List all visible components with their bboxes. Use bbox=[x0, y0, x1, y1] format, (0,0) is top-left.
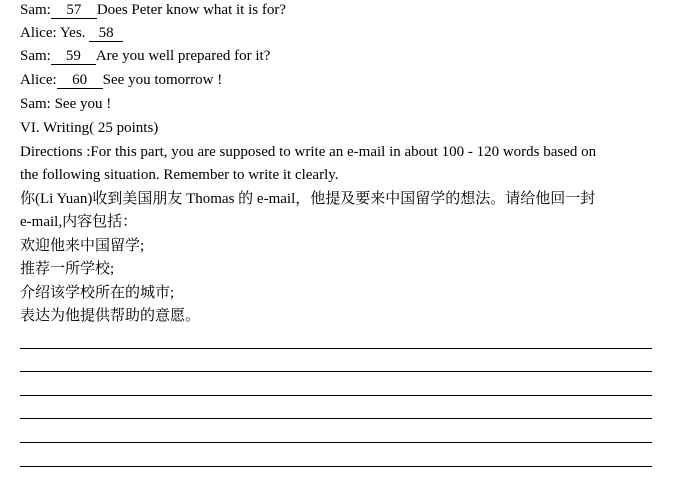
answer-writing-line-4[interactable] bbox=[20, 418, 652, 419]
answer-writing-line-3[interactable] bbox=[20, 395, 652, 396]
answer-writing-line-5[interactable] bbox=[20, 442, 652, 443]
answer-blank-59[interactable]: 59 bbox=[51, 48, 96, 65]
answer-blank-57[interactable]: 57 bbox=[51, 2, 97, 19]
speaker-label: Alice: bbox=[20, 72, 57, 88]
content-point-2: 推荐一所学校; bbox=[20, 261, 115, 277]
answer-blank-60[interactable]: 60 bbox=[57, 72, 103, 89]
chinese-prompt-line-1: 你(Li Yuan)收到美国朋友 Thomas 的 e-mail，他提及要来中国留学的想法。请给他回一封 bbox=[20, 191, 596, 207]
answer-writing-line-6[interactable] bbox=[20, 466, 652, 467]
content-point-1: 欢迎他来中国留学; bbox=[20, 238, 145, 254]
dialogue-line-58 bbox=[20, 23, 123, 43]
speaker-label: Sam: bbox=[20, 48, 51, 64]
dialogue-line-closing bbox=[20, 94, 111, 114]
answer-writing-line-2[interactable] bbox=[20, 371, 652, 372]
speaker-label: Sam: bbox=[20, 2, 51, 18]
dialogue-text: Does Peter know what it is for? bbox=[96, 2, 286, 18]
dialogue-text: See you tomorrow ! bbox=[102, 72, 223, 88]
answer-blank-58[interactable]: 58 bbox=[89, 25, 123, 42]
speaker-label: Alice: Yes. bbox=[20, 25, 86, 41]
directions-line-1: Directions :For this part, you are supposed to write an e-mail in about 100 - 120 words based on bbox=[20, 144, 597, 160]
dialogue-text: Sam: See you ! bbox=[20, 96, 112, 112]
content-point-4: 表达为他提供帮助的意愿。 bbox=[20, 308, 201, 324]
answer-writing-line-1[interactable] bbox=[20, 348, 652, 349]
dialogue-text: Are you well prepared for it? bbox=[95, 48, 271, 64]
directions-line-2: the following situation. Remember to write it clearly. bbox=[20, 167, 339, 183]
dialogue-line-60 bbox=[20, 70, 222, 90]
dialogue-line-57 bbox=[20, 0, 286, 20]
section-title: VI. Writing( 25 points) bbox=[20, 120, 159, 136]
chinese-prompt-line-2: e-mail,内容包括： bbox=[20, 214, 138, 230]
content-point-3: 介绍该学校所在的城市; bbox=[20, 285, 175, 301]
dialogue-line-59 bbox=[20, 46, 270, 66]
